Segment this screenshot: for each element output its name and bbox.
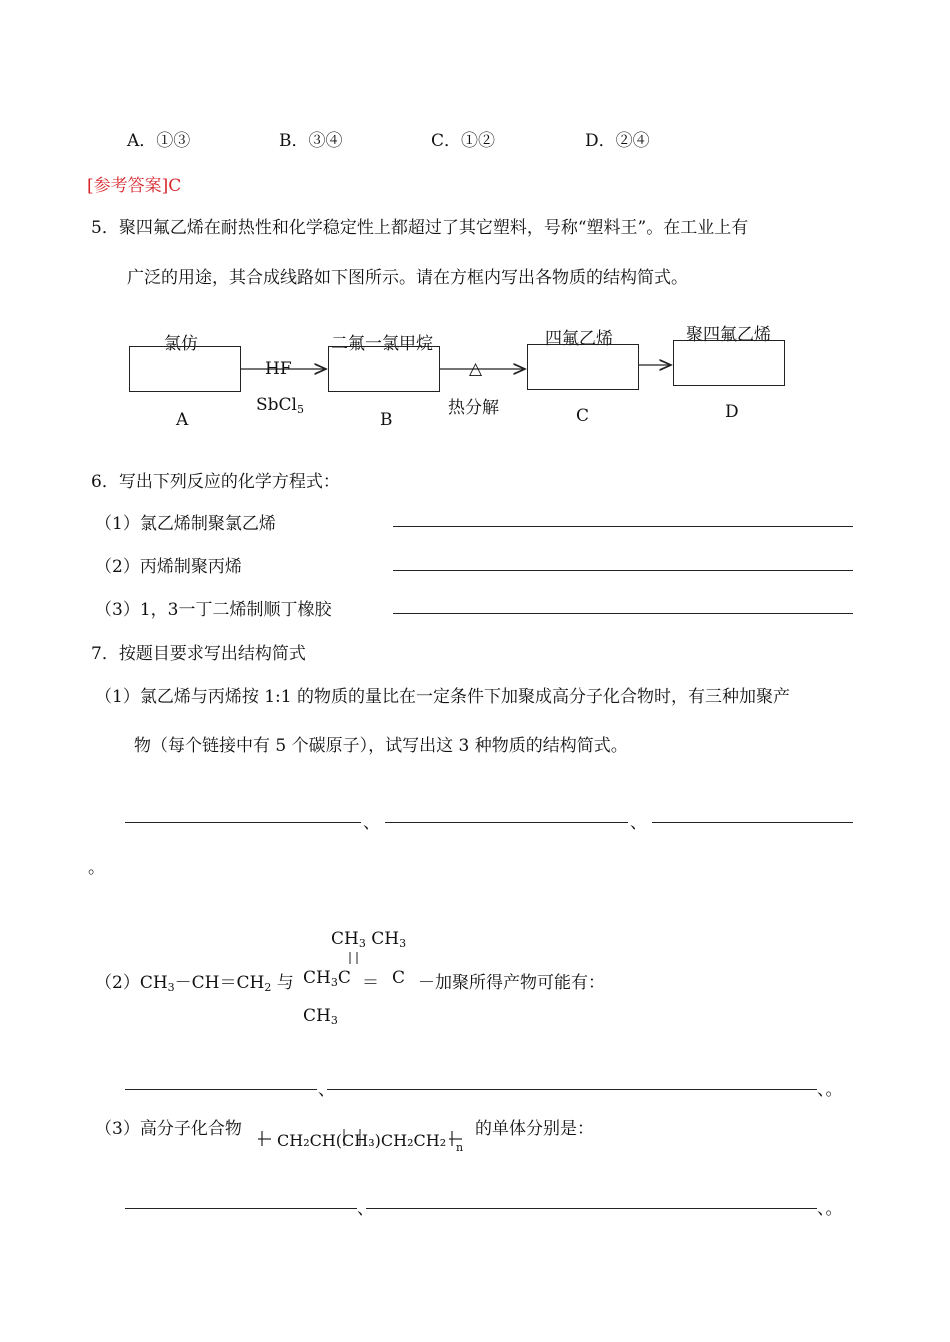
q6-item-1: （1）氯乙烯制聚氯乙烯 [95, 514, 276, 534]
compound-name-d: 聚四氟乙烯 [686, 325, 771, 345]
q7-part1-line2: 物（每个链接中有 5 个碳原子），试写出这 3 种物质的结构简式。 [134, 736, 628, 756]
q6-item-2: （2）丙烯制聚丙烯 [95, 557, 242, 577]
reagent-hf: HF [265, 359, 292, 379]
compound-name-a: 氯仿 [164, 334, 198, 354]
q5-text-line2: 广泛的用途，其合成线路如下图所示。请在方框内写出各物质的结构简式。 [127, 268, 688, 288]
polymer-n: n [456, 1141, 464, 1154]
q7-part3-end: 、。 [817, 1199, 843, 1219]
polymer-formula: CH₂CH(CH₃)CH₂CH₂ [277, 1131, 447, 1150]
label-a: A [176, 410, 189, 430]
reagent-sbcl5: SbCl$_5$ [256, 395, 304, 416]
q7-part2-suffix: －加聚所得产物可能有： [418, 973, 605, 993]
q7-part3-sep: 、 [357, 1199, 374, 1219]
separator-2: 、 [630, 813, 647, 833]
separator-1: 、 [363, 813, 380, 833]
q7-part2-end: 、。 [817, 1080, 843, 1100]
alkene-left-carbon: $CH_3C$ [303, 968, 351, 989]
double-bond: ＝ [362, 973, 379, 993]
label-d: D [725, 402, 739, 422]
q7-part1-line1: （1）氯乙烯与丙烯按 1:1 的物质的量比在一定条件下加聚成高分子化合物时，有三种加聚产 [95, 687, 790, 707]
q7-part3-answer-line-1[interactable] [125, 1208, 357, 1209]
compound-name-b: 二氟一氯甲烷 [331, 334, 433, 354]
q7-part3-answer-line-2[interactable] [366, 1208, 817, 1209]
q7-part3-label: （3）高分子化合物 [95, 1119, 242, 1139]
q6-title: 6．写出下列反应的化学方程式： [91, 472, 340, 492]
option-a: A．①③ [127, 131, 191, 151]
q7-part3-suffix: 的单体分别是： [475, 1119, 594, 1139]
heat-symbol: △ [469, 359, 483, 379]
q7-part2-sep: 、 [318, 1080, 335, 1100]
label-c: C [576, 406, 590, 426]
option-d: D．②④ [585, 131, 650, 151]
q6-item-3: （3）1，3一丁二烯制顺丁橡胶 [95, 600, 332, 620]
condition-thermal-decomposition: 热分解 [448, 398, 499, 418]
q7-title: 7．按题目要求写出结构简式 [91, 644, 306, 664]
q5-text-line1: 5．聚四氟乙烯在耐热性和化学稳定性上都超过了其它塑料，号称“塑料王”。在工业上有 [91, 218, 749, 238]
q7-part1-period: 。 [88, 858, 105, 878]
substituent-ch3-top: $CH_3$ $CH_3$ [331, 929, 407, 950]
substituent-ch3-bottom: $CH_3$ [303, 1006, 338, 1027]
compound-name-c: 四氟乙烯 [545, 329, 613, 349]
label-b: B [380, 410, 393, 430]
alkene-right-carbon: C [392, 968, 406, 988]
option-c: C．①② [431, 131, 496, 151]
option-b: B．③④ [279, 131, 343, 151]
reference-answer: [参考答案]C [87, 176, 182, 196]
q7-part2-formula: $(2)CH_3-CH=CH_2$ 与 [95, 973, 294, 994]
